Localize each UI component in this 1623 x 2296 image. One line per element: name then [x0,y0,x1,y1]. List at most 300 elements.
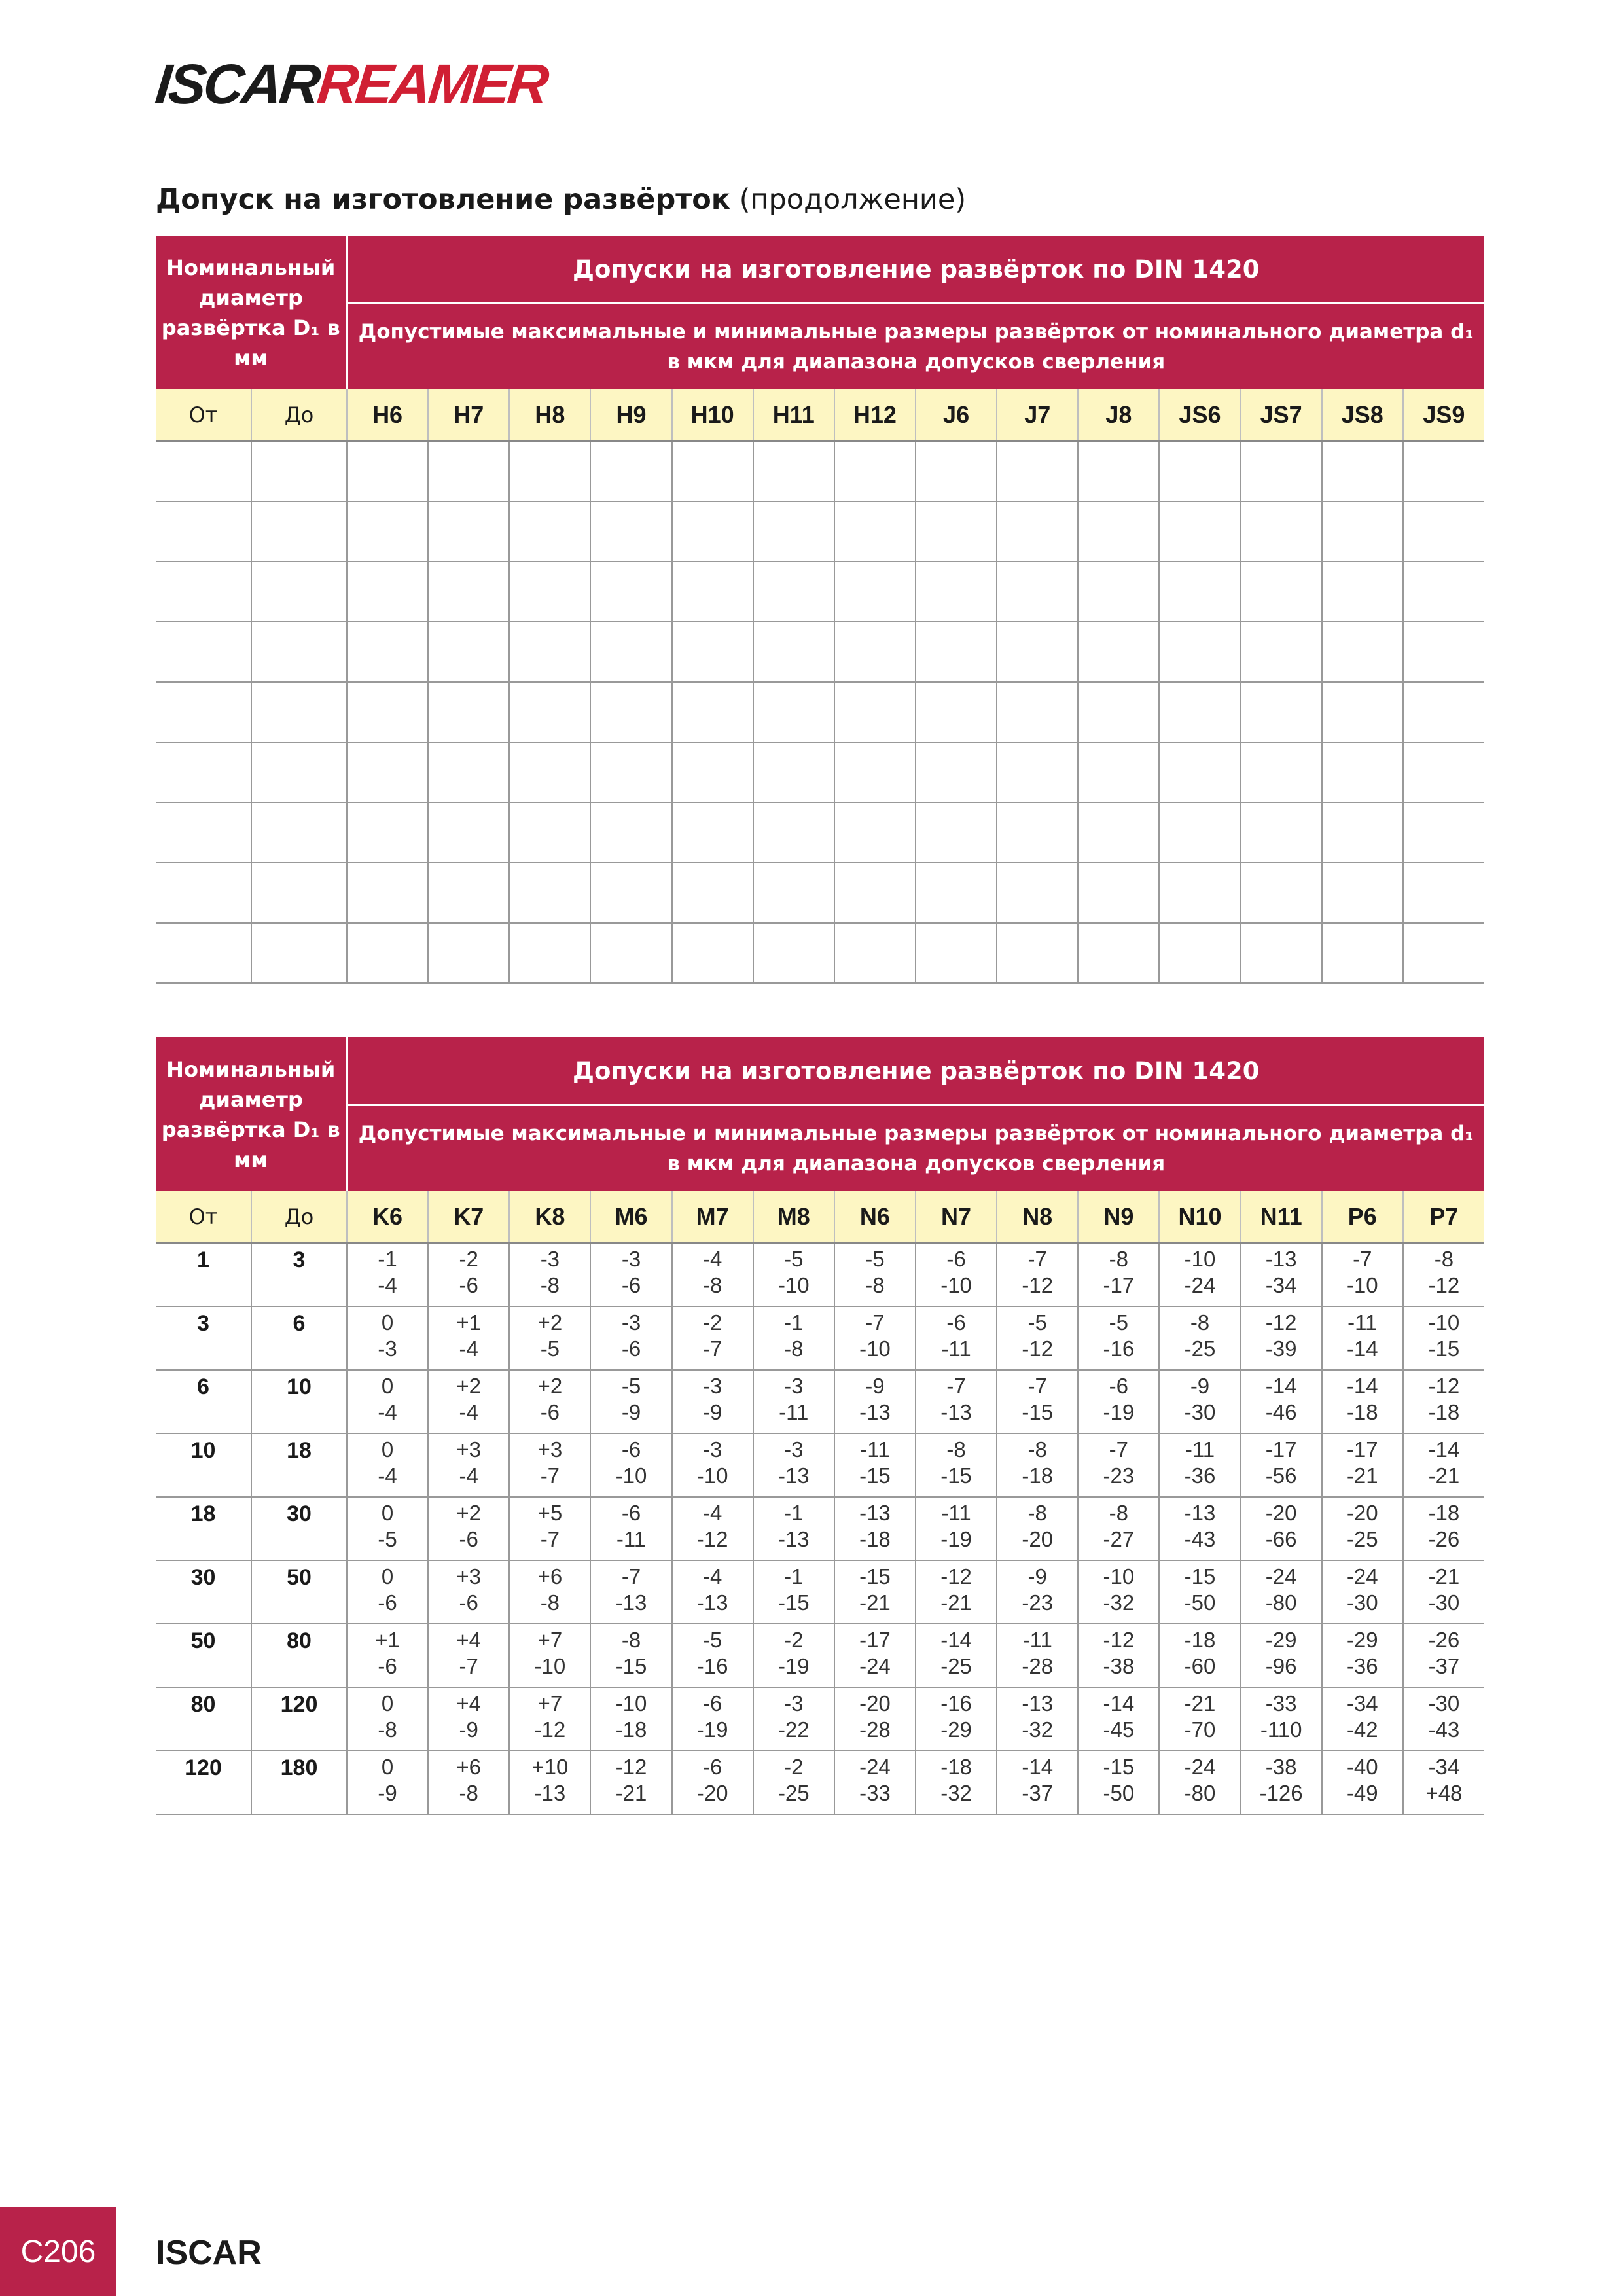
lower-deviation: -15 [940,1463,972,1488]
tolerance-cell [1159,1751,1240,1814]
empty-cell [997,441,1078,501]
tolerance-cell [834,1497,916,1560]
upper-deviation: +2 [456,1374,482,1398]
lower-deviation: -28 [1022,1654,1054,1678]
empty-cell [834,501,916,562]
lower-deviation: -30 [1428,1590,1460,1615]
tolerance-cell [509,1243,590,1306]
tolerance-cell [1159,1243,1240,1306]
lower-deviation: -11 [941,1336,971,1361]
empty-cell [428,923,509,983]
t2-col-grade-n11: N11 [1241,1191,1322,1243]
empty-cell [1403,923,1484,983]
upper-deviation: -15 [1184,1564,1216,1588]
lower-deviation: -8 [702,1273,722,1297]
lower-deviation: -42 [1346,1717,1378,1742]
tolerance-table-h-js [156,236,1484,984]
t1-col-to: До [251,389,347,441]
upper-deviation: +1 [456,1310,482,1335]
table1-body [156,441,1484,983]
table2-din-subtitle: Допустимые максимальные и минимальные размеры развёрток от номинального диаметра d₁ в мкм для диапазона допусков сверления [347,1105,1484,1192]
empty-cell [1159,562,1240,622]
table1-header-row2 [156,304,1484,390]
range-to: 120 [251,1687,347,1751]
upper-deviation: -7 [865,1310,885,1335]
t1-col-grade-h9: H9 [590,389,671,441]
lower-deviation: -17 [1103,1273,1135,1297]
footer-brand: ISCAR [156,2234,262,2272]
lower-deviation: -6 [378,1654,397,1678]
range-from: 3 [156,1306,251,1370]
tolerance-cell [1403,1370,1484,1433]
lower-deviation: -46 [1265,1400,1297,1424]
lower-deviation: -6 [378,1590,397,1615]
empty-cell [1078,441,1159,501]
lower-deviation: -11 [616,1527,647,1551]
lower-deviation: -32 [940,1781,972,1805]
t2-col-grade-n7: N7 [916,1191,997,1243]
t2-col-grade-n6: N6 [834,1191,916,1243]
tolerance-cell [1159,1497,1240,1560]
lower-deviation: -14 [1346,1336,1378,1361]
tolerance-cell [1078,1370,1159,1433]
tolerance-cell [753,1433,834,1497]
lower-deviation: -5 [540,1336,560,1361]
tolerance-cell [753,1306,834,1370]
upper-deviation: -7 [621,1564,641,1588]
empty-cell [1078,802,1159,863]
lower-deviation: -20 [696,1781,728,1805]
lower-deviation: -10 [859,1336,891,1361]
lower-deviation: -19 [777,1654,810,1678]
lower-deviation: -6 [621,1273,641,1297]
tolerance-cell [347,1751,428,1814]
tolerance-cell [753,1560,834,1624]
empty-cell [509,501,590,562]
range-from: 120 [156,1751,251,1814]
range-from: 10 [156,1433,251,1497]
empty-cell [1403,562,1484,622]
tolerance-cell [509,1560,590,1624]
upper-deviation: 0 [381,1691,394,1715]
tolerance-cell [1159,1433,1240,1497]
empty-cell [1241,441,1322,501]
empty-cell [753,923,834,983]
lower-deviation: -19 [940,1527,972,1551]
table2-nominal-diameter-label: Номинальный диаметр развёртка D₁ в мм [156,1037,347,1191]
t2-col-to: До [251,1191,347,1243]
upper-deviation: -34 [1428,1755,1460,1779]
lower-deviation: -16 [696,1654,728,1678]
empty-cell [1322,802,1403,863]
upper-deviation: -33 [1265,1691,1297,1715]
upper-deviation: -5 [784,1247,804,1271]
range-to: 3 [251,1243,347,1306]
upper-deviation: -24 [1184,1755,1216,1779]
empty-cell [156,802,251,863]
tolerance-cell [834,1243,916,1306]
upper-deviation: -30 [1428,1691,1460,1715]
lower-deviation: -23 [1022,1590,1054,1615]
t1-col-grade-js8: JS8 [1322,389,1403,441]
upper-deviation: -18 [1428,1501,1460,1525]
upper-deviation: -1 [784,1310,804,1335]
range-from: 18 [156,1497,251,1560]
upper-deviation: -9 [1190,1374,1210,1398]
empty-cell [753,622,834,682]
upper-deviation: -4 [702,1247,722,1271]
lower-deviation: -3 [378,1336,397,1361]
empty-cell [428,863,509,923]
t2-col-grade-n9: N9 [1078,1191,1159,1243]
upper-deviation: -17 [1265,1437,1297,1462]
upper-deviation: 0 [381,1374,394,1398]
upper-deviation: -7 [1109,1437,1129,1462]
empty-cell [347,742,428,802]
upper-deviation: -20 [1346,1501,1378,1525]
lower-deviation: -50 [1103,1781,1135,1805]
empty-cell [1159,742,1240,802]
empty-cell [1322,501,1403,562]
t1-col-grade-js9: JS9 [1403,389,1484,441]
upper-deviation: +6 [456,1755,482,1779]
empty-cell [1322,622,1403,682]
range-to: 10 [251,1370,347,1433]
tolerance-cell [834,1433,916,1497]
t1-col-grade-h10: H10 [672,389,753,441]
lower-deviation: -36 [1346,1654,1378,1678]
upper-deviation: -10 [1103,1564,1135,1588]
empty-cell [1241,923,1322,983]
lower-deviation: -4 [459,1463,478,1488]
upper-deviation: -3 [621,1310,641,1335]
tolerance-cell [753,1243,834,1306]
range-to: 50 [251,1560,347,1624]
tolerance-cell [916,1751,997,1814]
range-to: 80 [251,1624,347,1687]
t1-col-grade-j8: J8 [1078,389,1159,441]
empty-cell [1322,682,1403,742]
table1-nominal-diameter-label: Номинальный диаметр развёртка D₁ в мм [156,236,347,389]
tolerance-cell [1322,1306,1403,1370]
tolerance-cell [1159,1624,1240,1687]
empty-cell [1403,863,1484,923]
lower-deviation: -60 [1184,1654,1216,1678]
empty-cell [347,863,428,923]
lower-deviation: -43 [1184,1527,1216,1551]
tolerance-cell [428,1624,509,1687]
empty-cell [509,622,590,682]
empty-cell [251,562,347,622]
table2-header-row1 [156,1037,1484,1105]
tolerance-cell [1078,1433,1159,1497]
upper-deviation: -14 [1428,1437,1460,1462]
tolerance-cell [590,1687,671,1751]
lower-deviation: -70 [1184,1717,1216,1742]
tolerance-cell [1078,1306,1159,1370]
lower-deviation: -10 [615,1463,647,1488]
empty-cell [1241,501,1322,562]
lower-deviation: -96 [1265,1654,1297,1678]
empty-cell [1322,441,1403,501]
empty-cell [428,742,509,802]
empty-cell [590,622,671,682]
upper-deviation: -11 [1347,1310,1378,1335]
upper-deviation: -5 [1109,1310,1129,1335]
empty-cell [509,863,590,923]
lower-deviation: -4 [459,1336,478,1361]
upper-deviation: -7 [1353,1247,1372,1271]
t1-col-grade-js6: JS6 [1159,389,1240,441]
empty-cell [997,682,1078,742]
lower-deviation: -6 [540,1400,560,1424]
upper-deviation: -15 [1103,1755,1135,1779]
t2-col-grade-p6: P6 [1322,1191,1403,1243]
upper-deviation: -5 [865,1247,885,1271]
tolerance-cell [1159,1306,1240,1370]
upper-deviation: -8 [1027,1501,1047,1525]
upper-deviation: -6 [702,1691,722,1715]
empty-cell [834,863,916,923]
empty-cell [916,682,997,742]
upper-deviation: -24 [1346,1564,1378,1588]
tolerance-cell [1159,1560,1240,1624]
lower-deviation: -6 [621,1336,641,1361]
empty-cell [1403,501,1484,562]
lower-deviation: -13 [859,1400,891,1424]
upper-deviation: -20 [1265,1501,1297,1525]
empty-cell [1159,863,1240,923]
empty-cell [347,802,428,863]
tolerance-cell [428,1497,509,1560]
range-from: 6 [156,1370,251,1433]
empty-cell [251,682,347,742]
table-row [156,622,1484,682]
tolerance-cell [1403,1306,1484,1370]
page-title-continued: (продолжение) [730,183,967,216]
table1-column-headers [156,389,1484,441]
table-row [156,863,1484,923]
empty-cell [590,802,671,863]
range-to: 180 [251,1751,347,1814]
iscar-reamer-logo [152,53,550,116]
upper-deviation: +7 [537,1628,563,1652]
empty-cell [997,923,1078,983]
lower-deviation: -43 [1428,1717,1460,1742]
tolerance-cell [590,1370,671,1433]
empty-cell [156,742,251,802]
table-row [156,1433,1484,1497]
empty-cell [916,923,997,983]
empty-cell [251,501,347,562]
tolerance-cell [590,1497,671,1560]
empty-cell [1159,682,1240,742]
lower-deviation: -21 [940,1590,972,1615]
tolerance-cell [590,1433,671,1497]
tolerance-cell [590,1624,671,1687]
upper-deviation: -8 [1109,1247,1129,1271]
upper-deviation: -9 [1027,1564,1047,1588]
lower-deviation: -13 [777,1463,810,1488]
range-to: 18 [251,1433,347,1497]
empty-cell [590,863,671,923]
empty-cell [997,802,1078,863]
tolerance-cell [672,1433,753,1497]
tolerance-cell [834,1306,916,1370]
empty-cell [251,622,347,682]
empty-cell [428,441,509,501]
table2-din-title: Допуски на изготовление развёрток по DIN 1420 [347,1037,1484,1105]
upper-deviation: -17 [859,1628,891,1652]
empty-cell [251,802,347,863]
upper-deviation: -3 [784,1374,804,1398]
upper-deviation: -2 [784,1628,804,1652]
tolerance-cell [347,1560,428,1624]
upper-deviation: -11 [941,1501,971,1525]
lower-deviation: -15 [1022,1400,1054,1424]
table-row [156,1751,1484,1814]
upper-deviation: -8 [1109,1501,1129,1525]
t2-col-grade-p7: P7 [1403,1191,1484,1243]
lower-deviation: -20 [1022,1527,1054,1551]
empty-cell [997,501,1078,562]
empty-cell [1159,622,1240,682]
empty-cell [509,562,590,622]
lower-deviation: -80 [1265,1590,1297,1615]
tolerance-cell [1322,1370,1403,1433]
empty-cell [1403,441,1484,501]
lower-deviation: -7 [540,1463,560,1488]
empty-cell [509,742,590,802]
tolerance-cell [1403,1751,1484,1814]
upper-deviation: -17 [1346,1437,1378,1462]
empty-cell [672,441,753,501]
lower-deviation: -26 [1428,1527,1460,1551]
empty-cell [347,682,428,742]
table-row [156,1624,1484,1687]
tolerance-cell [916,1433,997,1497]
tolerance-cell [1322,1243,1403,1306]
upper-deviation: +4 [456,1628,482,1652]
empty-cell [916,501,997,562]
table2-body [156,1243,1484,1814]
range-to: 30 [251,1497,347,1560]
upper-deviation: -14 [1103,1691,1135,1715]
table-row [156,682,1484,742]
empty-cell [753,802,834,863]
upper-deviation: -3 [784,1691,804,1715]
upper-deviation: -6 [1109,1374,1129,1398]
lower-deviation: -7 [702,1336,722,1361]
page-number: C206 [20,2234,96,2269]
lower-deviation: -8 [865,1273,885,1297]
lower-deviation: -15 [859,1463,891,1488]
empty-cell [590,441,671,501]
empty-cell [753,742,834,802]
t1-col-grade-h8: H8 [509,389,590,441]
upper-deviation: -5 [1027,1310,1047,1335]
upper-deviation: 0 [381,1755,394,1779]
t1-col-grade-js7: JS7 [1241,389,1322,441]
empty-cell [1078,923,1159,983]
tolerance-cell [1241,1560,1322,1624]
tolerance-cell [1241,1433,1322,1497]
lower-deviation: -13 [696,1590,728,1615]
range-from: 1 [156,1243,251,1306]
empty-cell [1403,622,1484,682]
lower-deviation: -23 [1103,1463,1135,1488]
t1-col-grade-h6: H6 [347,389,428,441]
lower-deviation: -8 [784,1336,804,1361]
tolerance-cell [1078,1243,1159,1306]
empty-cell [590,562,671,622]
empty-cell [916,441,997,501]
empty-cell [156,501,251,562]
empty-cell [1241,562,1322,622]
lower-deviation: -4 [459,1400,478,1424]
tolerance-cell [1078,1560,1159,1624]
tolerance-cell [672,1306,753,1370]
lower-deviation: -25 [940,1654,972,1678]
empty-cell [753,501,834,562]
upper-deviation: -21 [1184,1691,1216,1715]
empty-cell [1241,863,1322,923]
lower-deviation: -32 [1022,1717,1054,1742]
upper-deviation: -10 [1428,1310,1460,1335]
upper-deviation: -10 [615,1691,647,1715]
upper-deviation: -1 [784,1564,804,1588]
tolerance-cell [672,1497,753,1560]
tolerance-cell [916,1306,997,1370]
upper-deviation: -14 [1265,1374,1297,1398]
empty-cell [156,863,251,923]
lower-deviation: -18 [615,1717,647,1742]
upper-deviation: +3 [456,1437,482,1462]
empty-cell [251,441,347,501]
table-row [156,1560,1484,1624]
upper-deviation: +10 [531,1755,569,1779]
upper-deviation: 0 [381,1564,394,1588]
lower-deviation: -80 [1184,1781,1216,1805]
empty-cell [753,682,834,742]
empty-cell [1322,923,1403,983]
lower-deviation: -19 [696,1717,728,1742]
tolerance-cell [590,1243,671,1306]
lower-deviation: -6 [459,1527,478,1551]
tolerance-cell [834,1687,916,1751]
empty-cell [834,622,916,682]
empty-cell [156,562,251,622]
upper-deviation: -1 [378,1247,397,1271]
upper-deviation: 0 [381,1310,394,1335]
table2-column-headers [156,1191,1484,1243]
lower-deviation: -8 [540,1590,560,1615]
empty-cell [1159,802,1240,863]
tolerance-cell [1322,1751,1403,1814]
lower-deviation: -38 [1103,1654,1135,1678]
upper-deviation: -9 [865,1374,885,1398]
lower-deviation: -37 [1428,1654,1460,1678]
upper-deviation: +2 [537,1310,563,1335]
empty-cell [672,923,753,983]
lower-deviation: -13 [534,1781,566,1805]
upper-deviation: -13 [859,1501,891,1525]
range-from: 30 [156,1560,251,1624]
tolerance-cell [347,1687,428,1751]
table-row [156,802,1484,863]
tolerance-cell [1322,1687,1403,1751]
upper-deviation: +7 [537,1691,563,1715]
